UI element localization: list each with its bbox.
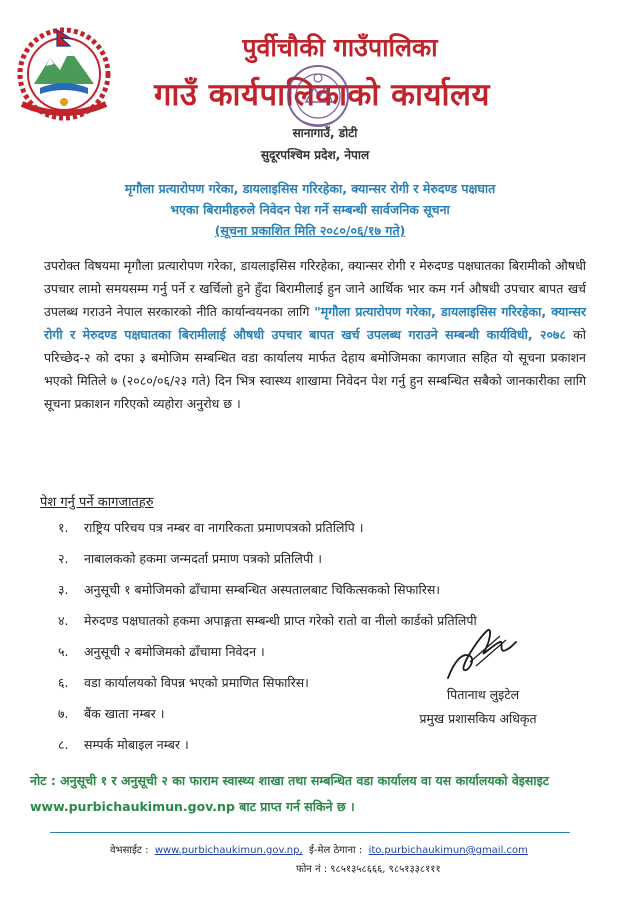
document-item (58, 667, 477, 698)
procedure-title: "मृगौला प्रत्यारोपण गरेका, डायलाइसिस गरिरहेका, क्यान्सर रोगी र मेरुदण्ड पक्षघातका बिरामीलाई औषधी उपचार बापत खर्च उपलब्ध गराउने सम्बन्धी कार्यविधी, २०७८ (44, 304, 586, 342)
document-item-text: मेरुदण्ड पक्षघातको हकमा अपाङ्गता सम्बन्धी प्राप्त गरेको रातो वा नीलो कार्डको प्रतिलिपी (84, 613, 477, 628)
document-item-number: ५. (58, 644, 69, 659)
address-line-2: सुदूरपश्चिम प्रदेश, नेपाल (260, 148, 370, 162)
signatory-title: प्रमुख प्रशासकिय अधिकृत (419, 711, 537, 726)
website-link[interactable]: www.purbichaukimun.gov.np, (154, 845, 303, 856)
document-item-text: अनुसूची १ बमोजिमको ढाँचामा सम्बन्धित अस्पतालबाट चिकित्सकको सिफारिस। (84, 582, 441, 597)
document-item-number: ८. (58, 737, 69, 752)
document-item (58, 512, 477, 543)
body-text-part-2: को परिच्छेद-२ को दफा ३ बमोजिम सम्बन्धित वडा कार्यालय मार्फत देहाय बमोजिमका कागजात सहित यो सूचना प्रकाशन भएको मितिले ७ (२०८०/०६/२३ गते) दिन भित्र स्वास्थ्य शाखामा निवेदन पेश गर्नु हुन सम्बन्धित सबैको जानकारीका लागि सूचना प्रकाशन गरिएको व्यहोरा अनुरोध छ । (44, 327, 586, 411)
document-item-number: ३. (58, 582, 69, 597)
document-item-text: राष्ट्रिय परिचय पत्र नम्बर वा नागरिकता प्रमाणपत्रको प्रतिलिपि । (84, 520, 364, 535)
subject-line-2: भएका बिरामीहरुले निवेदन पेश गर्ने सम्बन्धी सार्वजनिक सूचना (170, 202, 450, 217)
document-item-number: ४. (58, 613, 69, 628)
document-item-text: अनुसूची २ बमोजिमको ढाँचामा निवेदन । (84, 644, 265, 659)
document-item (58, 636, 477, 667)
address-line-1: सानागाउँ, डोटी (292, 126, 358, 140)
website-label: वेभसाईट : (110, 845, 149, 856)
nepal-emblem-logo (10, 22, 118, 122)
document-item-number: २. (58, 551, 69, 566)
footer-divider (50, 832, 570, 833)
document-item-text: सम्पर्क मोबाइल नम्बर । (84, 737, 189, 752)
publication-date: (सूचना प्रकाशित मिति २०८०/०६/१७ गते) (214, 223, 406, 238)
document-item-text: वडा कार्यालयको विपन्न भएको प्रमाणित सिफारिस। (84, 675, 309, 690)
documents-heading: पेश गर्नु पर्ने कागजातहरु (40, 495, 154, 510)
office-name: गाउँ कार्यपालिकाको कार्यालय (153, 77, 491, 113)
document-item-number: ६. (58, 675, 69, 690)
notice-body (44, 254, 586, 415)
notice-subject (60, 178, 560, 241)
footer-phone: फोन नं : ९८५१३५८६६६, ९८५१३३८१११ (296, 864, 441, 875)
document-item (58, 605, 477, 636)
subject-line-1: मृगौला प्रत्यारोपण गरेका, डायलाइसिस गरिरहेका, क्यान्सर रोगी र मेरुदण्ड पक्षघात (124, 181, 496, 196)
document-item-text: नाबालकको हकमा जन्मदर्ता प्रमाण पत्रको प्रतिलिपी । (84, 551, 322, 566)
email-label: ई-मेल ठेगाना : (309, 845, 363, 856)
signature-image (440, 622, 520, 684)
email-link[interactable]: ito.purbichaukimun@gmail.com (368, 845, 528, 856)
document-item-number: १. (58, 520, 69, 535)
municipality-name: पुर्वीचौकी गाउँपालिका (242, 33, 438, 62)
document-item-number: ७. (58, 706, 69, 721)
document-item (58, 574, 477, 605)
document-item (58, 729, 477, 760)
footer-contacts (110, 842, 580, 856)
note-text: नोट : अनुसूची १ र अनुसूची २ का फाराम स्वास्थ्य शाखा तथा सम्बन्धित वडा कार्यालय वा यस कार्यालयको वेइसाइट www.purbichaukimun.gov.np बाट प्राप्त गर्न सकिने छ । (30, 773, 550, 814)
body-text-part-1: उपरोक्त विषयमा मृगौला प्रत्यारोपण गरेका, डायलाइसिस गरिरहेका, क्यान्सर रोगी र मेरुदण्ड पक्षघातका बिरामीको औषधी उपचार लामो समयसम्म गर्नु पर्ने र खर्चिलो हुने हुँदा बिरामीलाई हुन जाने आर्थिक भार कम गर्न औषधी उपचार बापत खर्च उपलब्ध गराउने नेपाल सरकारको नीति कार्यान्वयनका लागि (44, 258, 586, 319)
document-item-text: बैंक खाता नम्बर । (84, 706, 165, 721)
signatory-name: पितानाथ लुइटेल (446, 687, 520, 702)
document-item (58, 543, 477, 574)
